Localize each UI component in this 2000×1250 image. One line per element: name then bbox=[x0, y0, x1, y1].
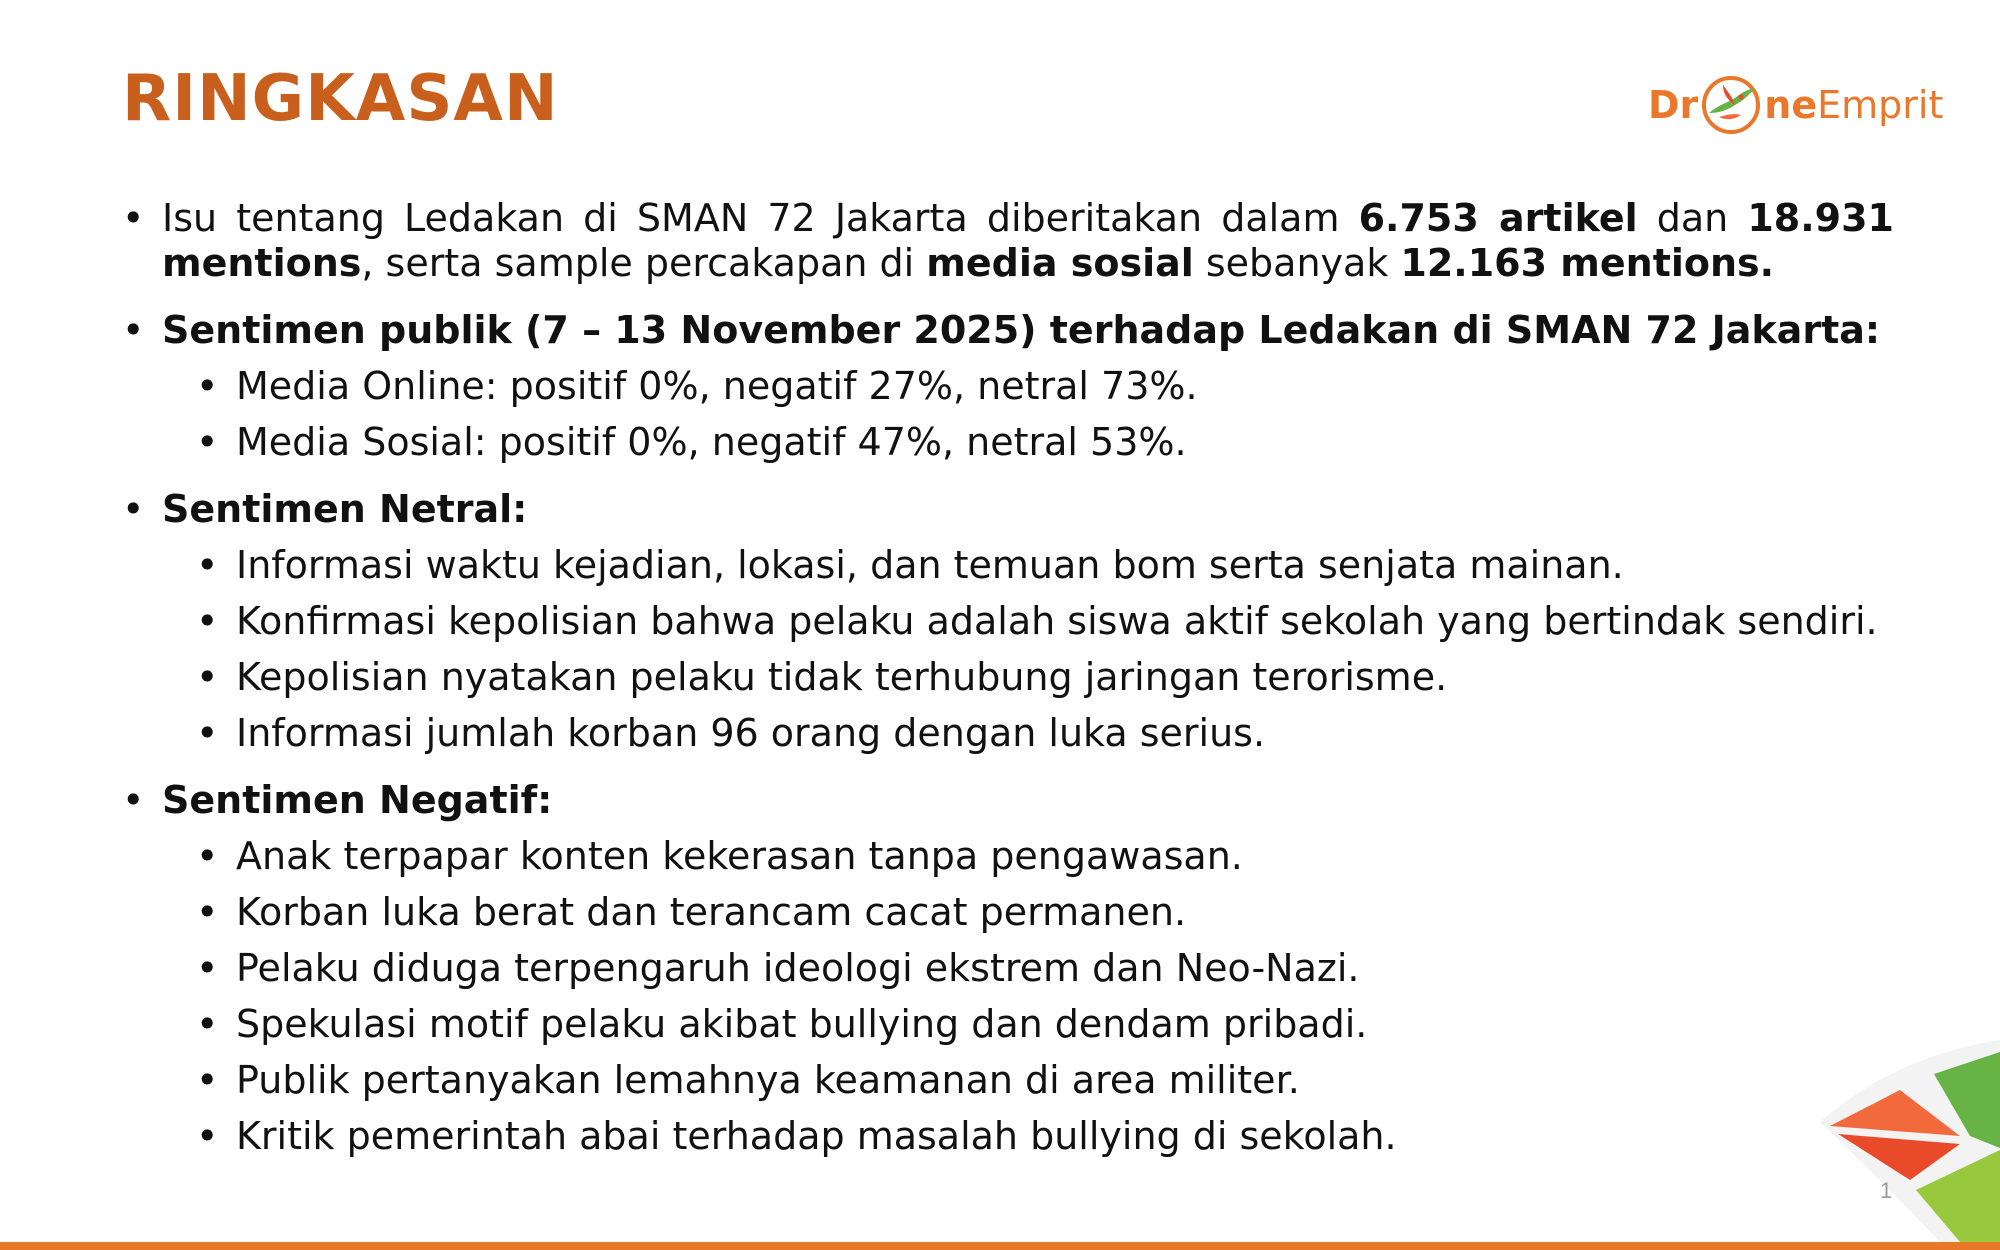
corner-decoration bbox=[1820, 1040, 2000, 1242]
neutral-heading bbox=[122, 487, 1894, 532]
bottom-accent-bar bbox=[0, 1242, 2000, 1250]
drone-emprit-logo bbox=[1648, 70, 1943, 140]
logo-text-ne: ne bbox=[1764, 83, 1818, 127]
coverage-text: sebanyak bbox=[1193, 241, 1401, 285]
summary-bullet-coverage bbox=[122, 196, 1894, 286]
coverage-text: dan bbox=[1637, 196, 1748, 240]
negative-item: • Spekulasi motif pelaku akibat bullying dan dendam pribadi. bbox=[122, 1002, 1894, 1047]
negative-heading bbox=[122, 778, 1894, 823]
neutral-item: • Informasi jumlah korban 96 orang dengan luka serius. bbox=[122, 711, 1894, 756]
mentions-count: 18.931 mentions bbox=[162, 196, 1894, 285]
coverage-text: , serta sample percakapan di bbox=[361, 241, 927, 285]
articles-count: 6.753 artikel bbox=[1358, 196, 1638, 240]
summary-bullet-sentiment bbox=[122, 308, 1894, 353]
negative-item: • Anak terpapar konten kekerasan tanpa pengawasan. bbox=[122, 834, 1894, 879]
neutral-heading-text: Sentimen Netral: bbox=[162, 487, 528, 531]
sentiment-online: • Media Online: positif 0%, negatif 27%, netral 73%. bbox=[122, 364, 1894, 409]
page-number: 1 bbox=[1880, 1178, 1893, 1203]
slide-title: RINGKASAN bbox=[122, 62, 559, 136]
negative-item: • Pelaku diduga terpengaruh ideologi ekstrem dan Neo-Nazi. bbox=[122, 946, 1894, 991]
summary-content bbox=[122, 196, 1894, 1159]
logo-text-emprit: Emprit bbox=[1817, 83, 1944, 127]
negative-item: • Korban luka berat dan terancam cacat permanen. bbox=[122, 890, 1894, 935]
neutral-item: • Kepolisian nyatakan pelaku tidak terhubung jaringan terorisme. bbox=[122, 655, 1894, 700]
drone-bird-icon bbox=[1699, 73, 1763, 137]
negative-heading-text: Sentimen Negatif: bbox=[162, 778, 553, 822]
sentiment-heading: Sentimen publik (7 – 13 November 2025) terhadap Ledakan di SMAN 72 Jakarta: bbox=[162, 308, 1881, 352]
sentiment-social: • Media Sosial: positif 0%, negatif 47%, netral 53%. bbox=[122, 420, 1894, 465]
coverage-text: Isu tentang Ledakan di SMAN 72 Jakarta diberitakan dalam bbox=[162, 196, 1359, 240]
negative-item: • Publik pertanyakan lemahnya keamanan di area militer. bbox=[122, 1058, 1894, 1103]
neutral-item: • Konfirmasi kepolisian bahwa pelaku adalah siswa aktif sekolah yang bertindak sendiri. bbox=[122, 599, 1894, 644]
neutral-item: • Informasi waktu kejadian, lokasi, dan temuan bom serta senjata mainan. bbox=[122, 543, 1894, 588]
logo-text-dr: Dr bbox=[1648, 83, 1699, 127]
social-mentions-count: 12.163 mentions. bbox=[1400, 241, 1775, 285]
social-media-label: media sosial bbox=[926, 241, 1194, 285]
negative-item: • Kritik pemerintah abai terhadap masalah bullying di sekolah. bbox=[122, 1114, 1894, 1159]
